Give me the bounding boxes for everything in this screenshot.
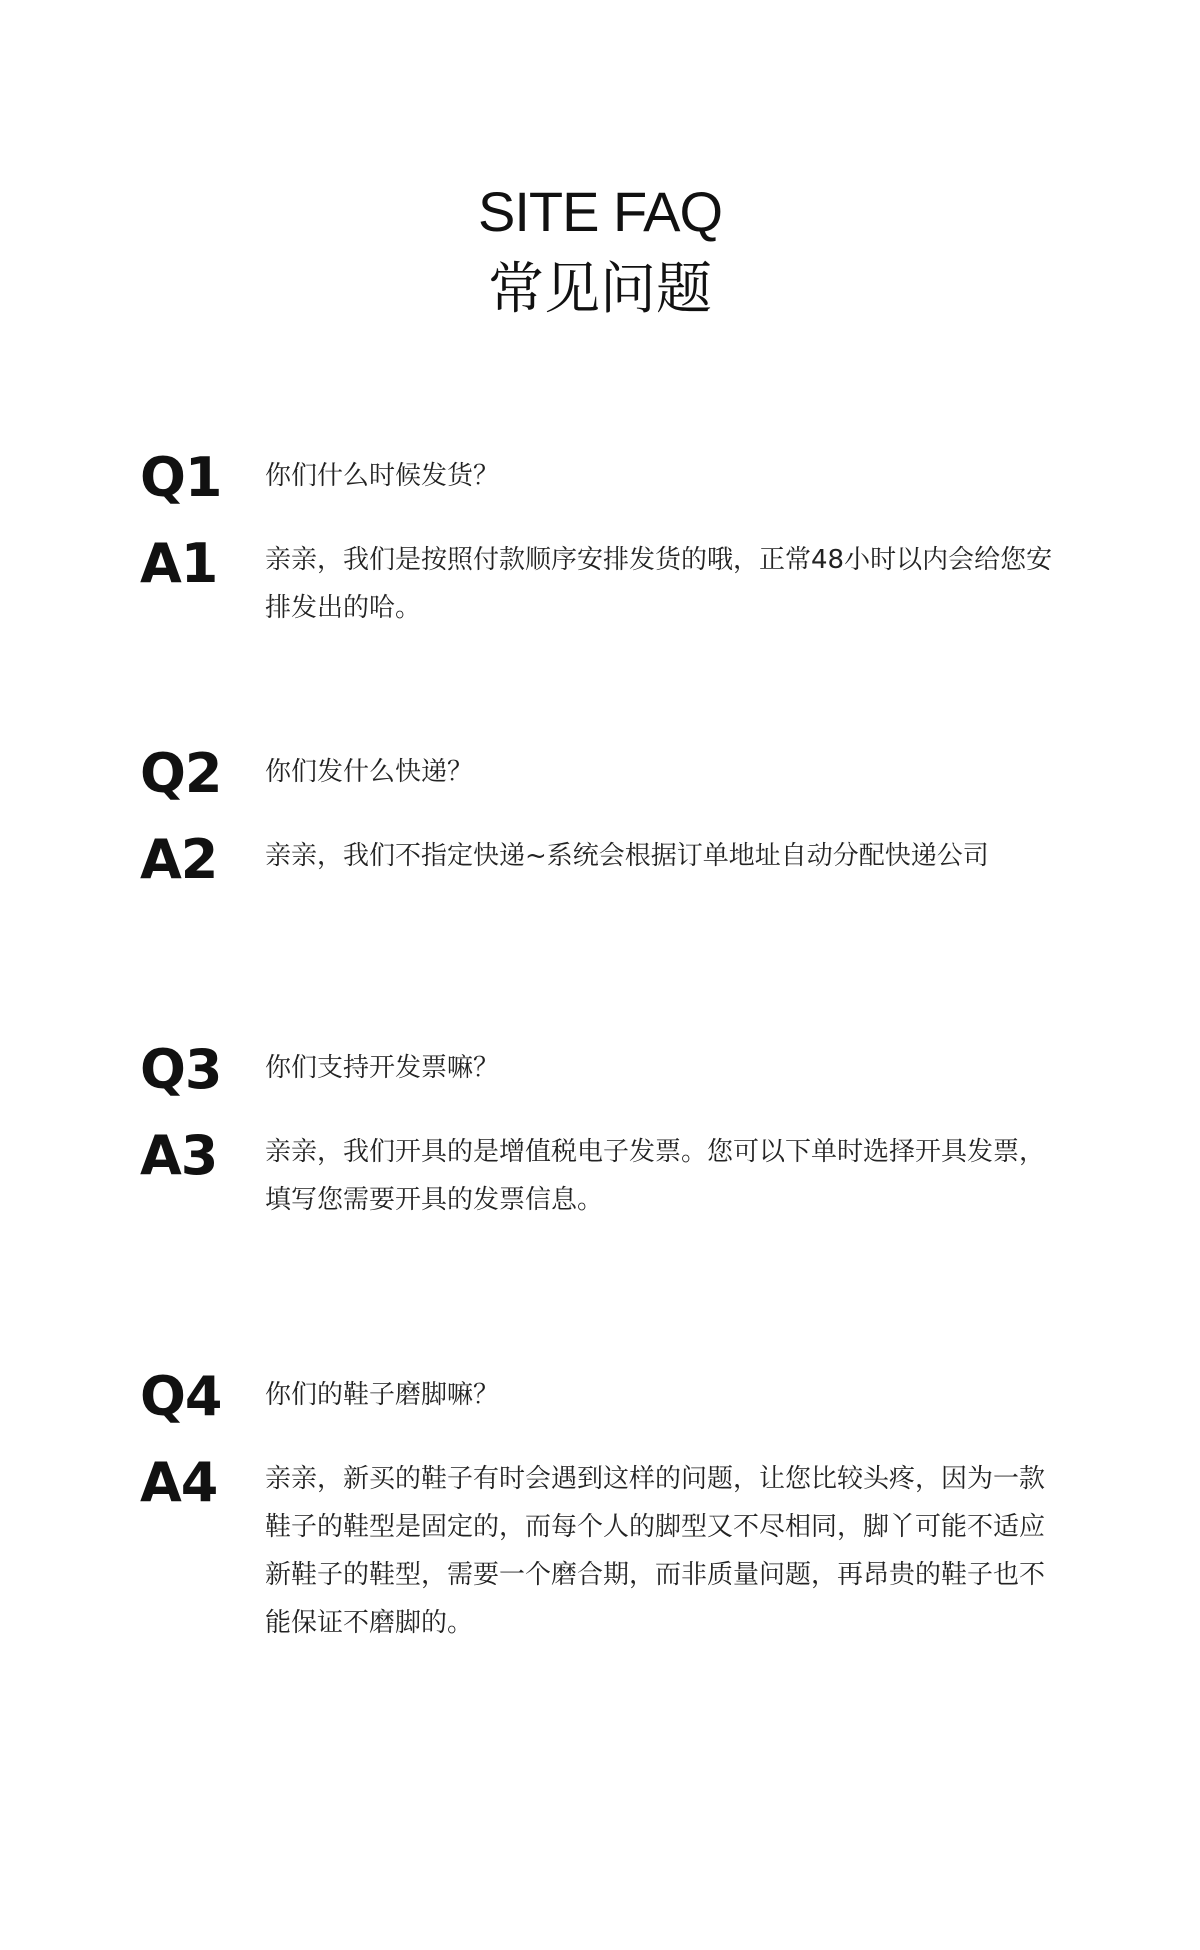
- answer-text: 亲亲，我们不指定快递~系统会根据订单地址自动分配快递公司: [265, 841, 989, 871]
- faq-answer-row: [140, 534, 1060, 632]
- faq-answer-row: [140, 830, 1060, 890]
- page-title-en: SITE FAQ: [477, 180, 723, 243]
- answer-label: A2: [140, 828, 218, 891]
- answer-text: 亲亲，新买的鞋子有时会遇到这样的问题，让您比较头疼，因为一款鞋子的鞋型是固定的，而每个人的脚型又不尽相同，脚丫可能不适应新鞋子的鞋型，需要一个磨合期，而非质量问题，再昂贵的鞋子也不能保证不磨脚的。: [265, 1464, 1046, 1638]
- faq-answer-row: [140, 1453, 1060, 1647]
- faq-question-row: [140, 1040, 1060, 1100]
- page-header: [0, 180, 1200, 324]
- question-text: 你们支持开发票嘛？: [265, 1053, 500, 1083]
- page-title-cn: 常见问题: [488, 257, 712, 322]
- faq-answer-row: [140, 1126, 1060, 1224]
- answer-label: A1: [140, 532, 218, 595]
- faq-item-2: [140, 744, 1060, 890]
- faq-item-1: [140, 448, 1060, 632]
- answer-label: A4: [140, 1451, 218, 1514]
- answer-label: A3: [140, 1124, 218, 1187]
- faq-item-3: [140, 1040, 1060, 1224]
- question-text: 你们什么时候发货？: [265, 461, 500, 491]
- faq-question-row: [140, 744, 1060, 804]
- question-label: Q4: [140, 1365, 222, 1428]
- question-label: Q1: [140, 446, 222, 509]
- question-text: 你们发什么快递？: [265, 757, 474, 787]
- answer-text: 亲亲，我们是按照付款顺序安排发货的哦，正常48小时以内会给您安排发出的哈。: [265, 545, 1053, 623]
- question-text: 你们的鞋子磨脚嘛？: [265, 1380, 500, 1410]
- question-label: Q2: [140, 742, 222, 805]
- question-label: Q3: [140, 1038, 222, 1101]
- answer-text: 亲亲，我们开具的是增值税电子发票。您可以下单时选择开具发票，填写您需要开具的发票信息。: [265, 1137, 1046, 1215]
- faq-question-row: [140, 1367, 1060, 1427]
- faq-item-4: [140, 1367, 1060, 1647]
- faq-question-row: [140, 448, 1060, 508]
